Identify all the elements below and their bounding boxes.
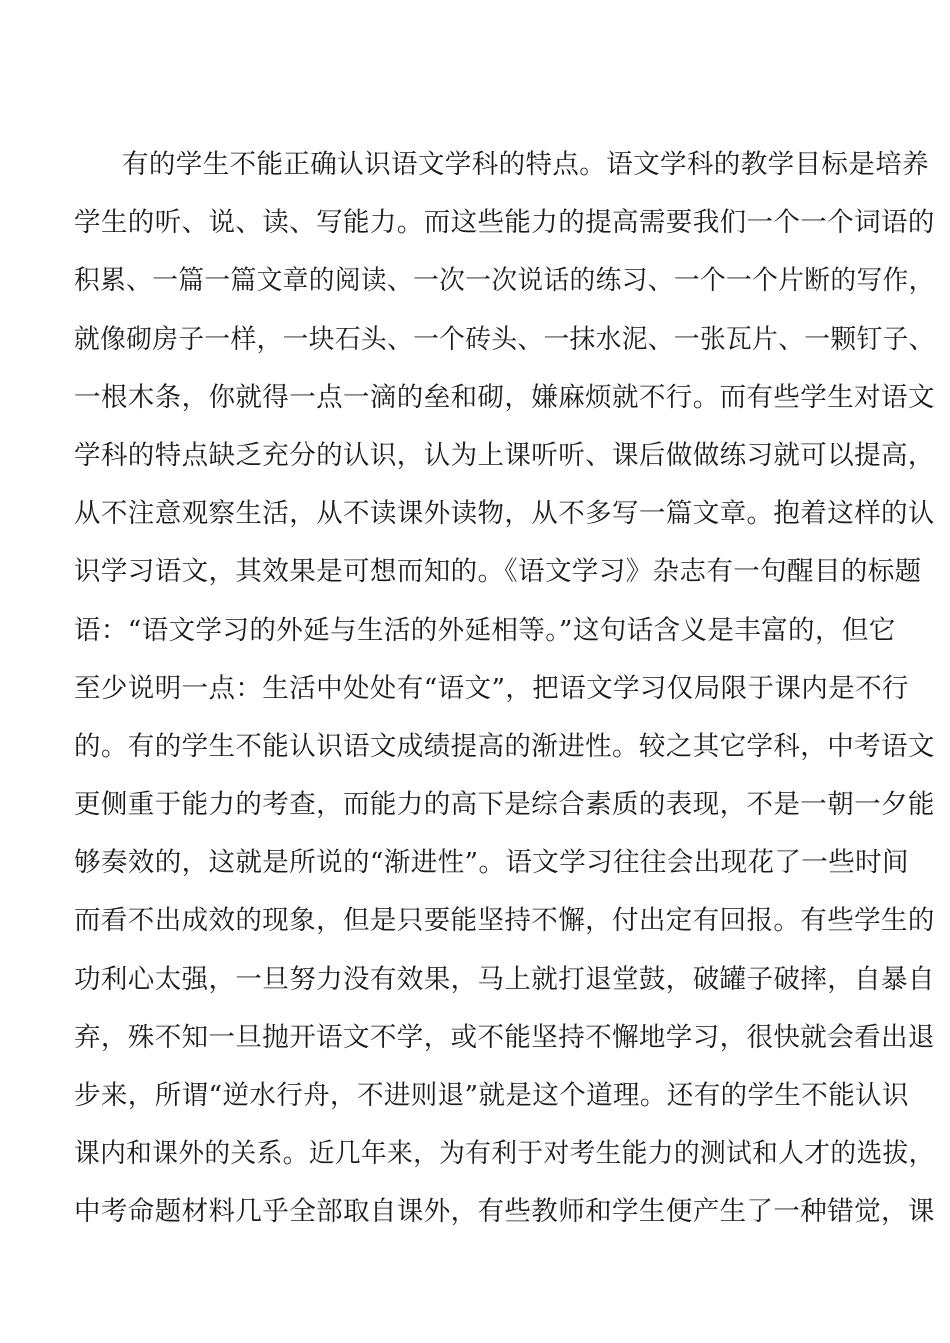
text-line: 学生的听、说、读、写能力。而这些能力的提高需要我们一个一个词语的 bbox=[74, 207, 935, 239]
text-line: 而看不出成效的现象，但是只要能坚持不懈，付出定有回报。有些学生的 bbox=[74, 905, 935, 937]
text-line: 识学习语文，其效果是可想而知的。《语文学习》杂志有一句醒目的标题 bbox=[74, 556, 922, 588]
text-line: 功利心太强，一旦努力没有效果，马上就打退堂鼓，破罐子破摔，自暴自 bbox=[74, 963, 935, 995]
text-line: 语：“语文学习的外延与生活的外延相等。”这句话含义是丰富的，但它 bbox=[74, 614, 896, 646]
text-line: 够奏效的，这就是所说的“渐进性”。语文学习往往会出现花了一些时间 bbox=[74, 847, 909, 879]
text-line: 弃，殊不知一旦抛开语文不学，或不能坚持不懈地学习，很快就会看出退 bbox=[74, 1021, 935, 1053]
text-line: 从不注意观察生活，从不读课外读物，从不多写一篇文章。抱着这样的认 bbox=[74, 498, 935, 530]
text-line: 就像砌房子一样，一块石头、一个砖头、一抹水泥、一张瓦片、一颗钉子、 bbox=[74, 323, 935, 355]
text-line: 积累、一篇一篇文章的阅读、一次一次说话的练习、一个一个片断的写作， bbox=[74, 265, 935, 297]
text-line: 学科的特点缺乏充分的认识，认为上课听听、课后做做练习就可以提高， bbox=[74, 439, 935, 471]
text-line: 步来，所谓“逆水行舟，不进则退”就是这个道理。还有的学生不能认识 bbox=[74, 1080, 909, 1111]
text-line: 更侧重于能力的考查，而能力的高下是综合素质的表现，不是一朝一夕能 bbox=[74, 789, 935, 821]
text-line: 一根木条，你就得一点一滴的垒和砌，嫌麻烦就不行。而有些学生对语文 bbox=[74, 381, 935, 413]
text-line: 有的学生不能正确认识语文学科的特点。语文学科的教学目标是培养 bbox=[122, 149, 929, 180]
paragraph bbox=[0, 136, 950, 1242]
text-line: 课内和课外的关系。近几年来，为有利于对考生能力的测试和人才的选拔， bbox=[74, 1138, 935, 1170]
text-line: 的。有的学生不能认识语文成绩提高的渐进性。较之其它学科，中考语文 bbox=[74, 730, 935, 762]
text-line: 中考命题材料几乎全部取自课外，有些教师和学生便产生了一种错觉，课 bbox=[74, 1196, 935, 1228]
text-line: 至少说明一点：生活中处处有“语文”，把语文学习仅局限于课内是不行 bbox=[74, 672, 909, 704]
